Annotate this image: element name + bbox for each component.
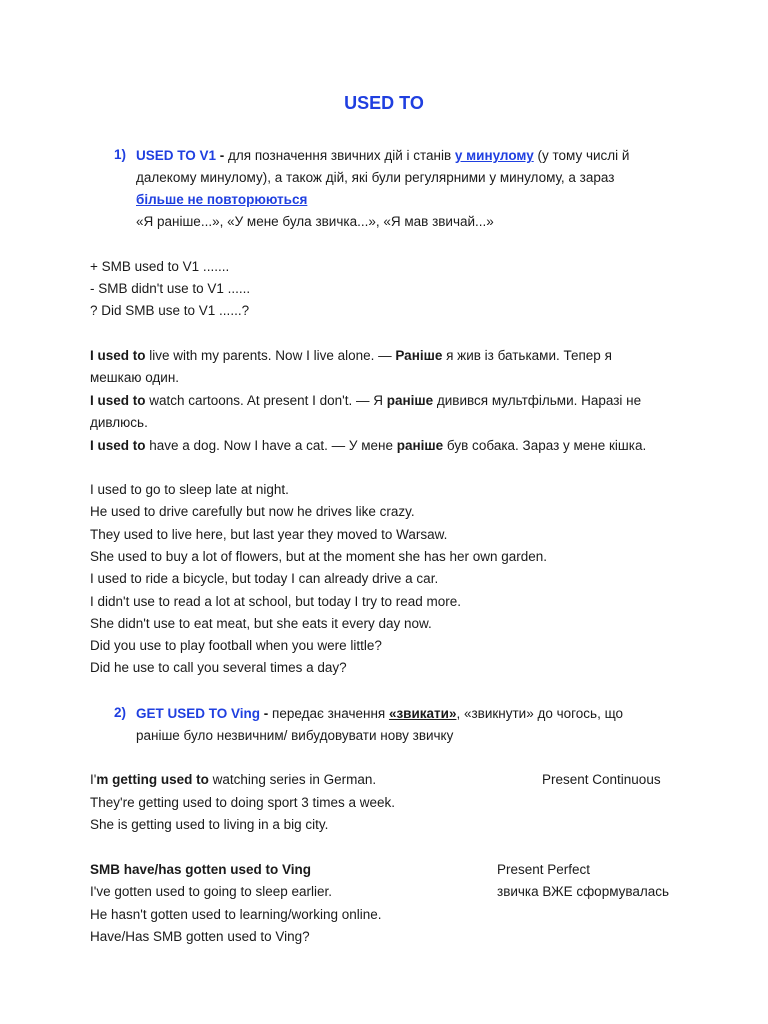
- example3-bold: I used to: [90, 438, 146, 453]
- example1-line2: мешкаю один.: [90, 370, 180, 385]
- present-perfect-label: Present Perfect: [497, 862, 591, 877]
- section2-line1: [136, 705, 623, 723]
- perfect-example2: He hasn't gotten used to learning/working online.: [90, 907, 382, 922]
- sentence-3: They used to live here, but last year they moved to Warsaw.: [90, 527, 448, 542]
- sentence-7: She didn't use to eat meat, but she eats it every day now.: [90, 616, 432, 631]
- example1-text-ua: я жив із батьками. Тепер я: [442, 348, 612, 363]
- continuous-example1: [90, 771, 376, 789]
- perfect-example1: I've gotten used to going to sleep earlier.: [90, 884, 332, 899]
- section1-line1: [136, 147, 629, 165]
- perfect-note: звичка ВЖЕ сформувалась: [497, 884, 670, 899]
- example1-bold-ua: Раніше: [395, 348, 443, 363]
- page-title: USED TO: [344, 93, 424, 113]
- example3-text: have a dog. Now I have a cat. — У мене: [145, 438, 397, 453]
- example3-bold-ua: раніше: [396, 438, 444, 453]
- section2-number: 2): [114, 705, 127, 720]
- sentence-9: Did he use to call you several times a day?: [90, 660, 347, 675]
- form-question: ? Did SMB use to V1 ......?: [90, 303, 250, 318]
- section1-text-a: для позначення звичних дій і станів: [228, 148, 455, 163]
- example2-text-ua: дивився мультфільми. Наразі не: [433, 393, 642, 408]
- sentence-1: I used to go to sleep late at night.: [90, 482, 289, 497]
- section1-heading: USED TO V1: [136, 148, 217, 163]
- section1-line4: «Я раніше...», «У мене була звичка...», «Я мав звичай...»: [136, 214, 494, 229]
- example1-line1: [90, 347, 612, 365]
- section2-text-c: , «звикнути» до чогось, що: [456, 706, 624, 721]
- continuous-example3: She is getting used to living in a big city.: [90, 817, 329, 832]
- section2-keyword: «звикати»: [388, 706, 457, 721]
- example2-text: watch cartoons. At present I don't. — Я: [145, 393, 387, 408]
- example2-bold: I used to: [90, 393, 146, 408]
- section1-line2: далекому минулому), а також дій, які були регулярними у минулому, а зараз: [136, 170, 615, 185]
- continuous-example1-bold: m getting used to: [96, 772, 209, 787]
- form-negative: - SMB didn't use to V1 ......: [90, 281, 251, 296]
- section2-text-a: передає значення: [272, 706, 389, 721]
- sentence-4: She used to buy a lot of flowers, but at the moment she has her own garden.: [90, 549, 548, 564]
- section1-link-no-longer[interactable]: більше не повторюються: [136, 192, 308, 207]
- example2-line2: дивлюсь.: [90, 415, 148, 430]
- sentence-2: He used to drive carefully but now he drives like crazy.: [90, 504, 415, 519]
- example1-bold: I used to: [90, 348, 146, 363]
- perfect-example3: Have/Has SMB gotten used to Ving?: [90, 929, 310, 944]
- example1-text: live with my parents. Now I live alone. —: [145, 348, 396, 363]
- continuous-example1-text: watching series in German.: [208, 772, 377, 787]
- form-affirmative: + SMB used to V1 .......: [90, 259, 230, 274]
- sentence-8: Did you use to play football when you were little?: [90, 638, 382, 653]
- continuous-example2: They're getting used to doing sport 3 times a week.: [90, 795, 395, 810]
- example2-line1: [90, 392, 641, 410]
- example3-text-ua: був собака. Зараз у мене кішка.: [443, 438, 647, 453]
- section1-link-past[interactable]: у минулому: [454, 148, 534, 163]
- section2-line2: раніше було незвичним/ вибудовувати нову звичку: [136, 728, 454, 743]
- section1-text-c: (у тому числі й: [533, 148, 630, 163]
- continuous-example1-pre: I': [90, 772, 97, 787]
- section2-dash: -: [260, 706, 273, 721]
- section1-number: 1): [114, 147, 127, 162]
- example2-bold-ua: раніше: [386, 393, 434, 408]
- section2-heading: GET USED TO Ving: [136, 706, 261, 721]
- perfect-heading: SMB have/has gotten used to Ving: [90, 862, 312, 877]
- section1-dash: -: [216, 148, 229, 163]
- sentence-5: I used to ride a bicycle, but today I can already drive a car.: [90, 571, 439, 586]
- sentence-6: I didn't use to read a lot at school, but today I try to read more.: [90, 594, 462, 609]
- example3-line1: [90, 437, 646, 455]
- present-continuous-label: Present Continuous: [542, 772, 661, 787]
